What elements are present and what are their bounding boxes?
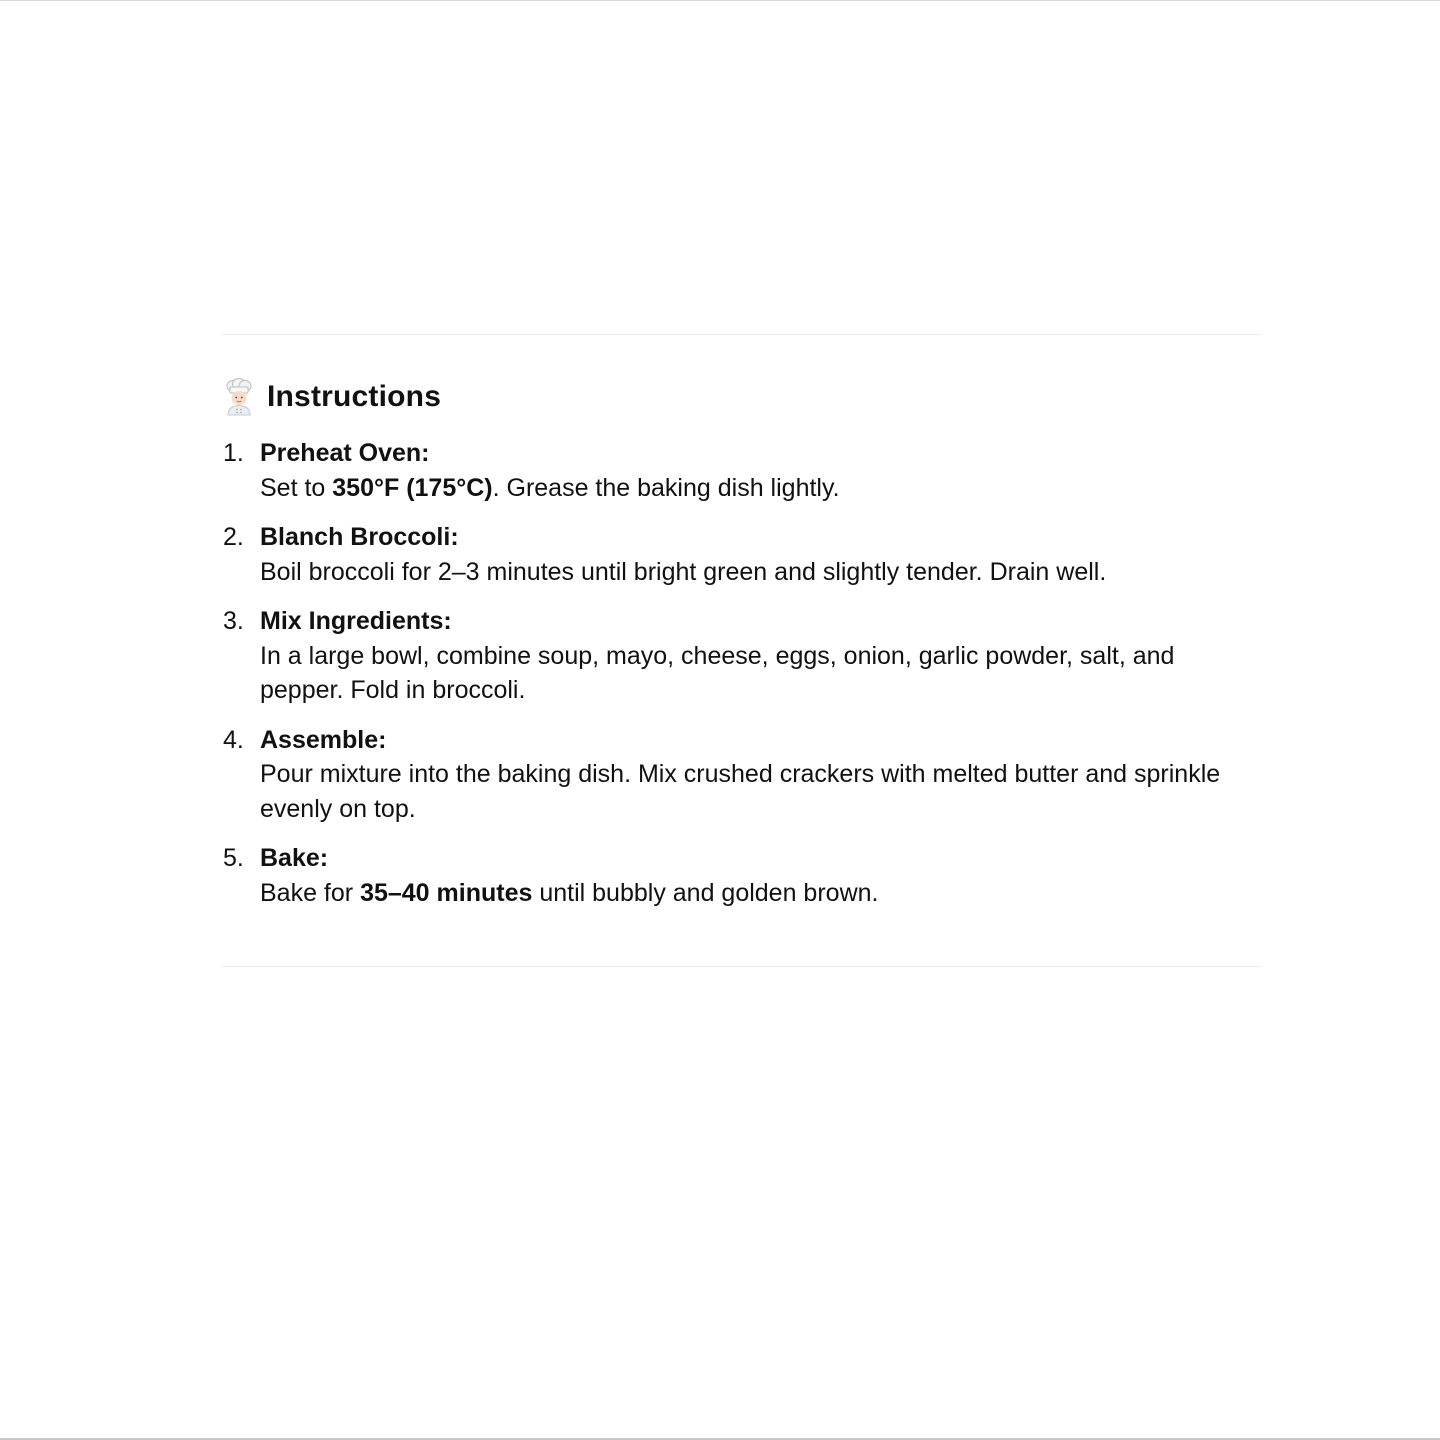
step-emphasis: 35–40 minutes (360, 878, 533, 907)
step-number: 5. (223, 844, 244, 872)
step-number: 1. (223, 439, 244, 467)
bottom-divider (222, 966, 1262, 967)
step-number: 4. (223, 725, 244, 754)
step-text: Bake for (260, 878, 361, 907)
step-body (260, 876, 1262, 911)
step-item (222, 604, 1262, 708)
step-text: . Grease the baking dish lightly. (492, 473, 840, 502)
section-title: Instructions (267, 380, 442, 413)
step-body: In a large bowl, combine soup, mayo, cheese, eggs, onion, garlic powder, salt, and pepper. Fold in broccoli. (260, 641, 1175, 704)
step-title: Blanch Broccoli: (260, 523, 459, 551)
step-item (222, 723, 1262, 827)
step-title: Preheat Oven: (260, 439, 430, 467)
section-heading (222, 372, 1262, 422)
step-number: 3. (223, 607, 244, 635)
step-body (260, 471, 1262, 506)
step-text: Set to (260, 473, 333, 502)
step-text: until bubbly and golden brown. (532, 878, 879, 907)
step-title: Mix Ingredients: (260, 607, 452, 635)
step-number: 2. (223, 523, 244, 551)
top-border (0, 0, 1440, 1)
step-body: Pour mixture into the baking dish. Mix crushed crackers with melted butter and sprinkle evenly on top. (260, 760, 1221, 823)
step-title: Bake: (260, 844, 329, 872)
step-item (222, 436, 1262, 505)
chef-icon (222, 378, 256, 416)
instruction-steps (222, 436, 1262, 910)
step-emphasis: 350°F (175°C) (332, 473, 493, 502)
instructions-section (222, 372, 1262, 925)
step-item (222, 841, 1262, 910)
top-divider (222, 334, 1262, 335)
step-body: Boil broccoli for 2–3 minutes until bright green and slightly tender. Drain well. (260, 557, 1107, 586)
step-title: Assemble: (260, 725, 387, 754)
step-item (222, 520, 1262, 589)
